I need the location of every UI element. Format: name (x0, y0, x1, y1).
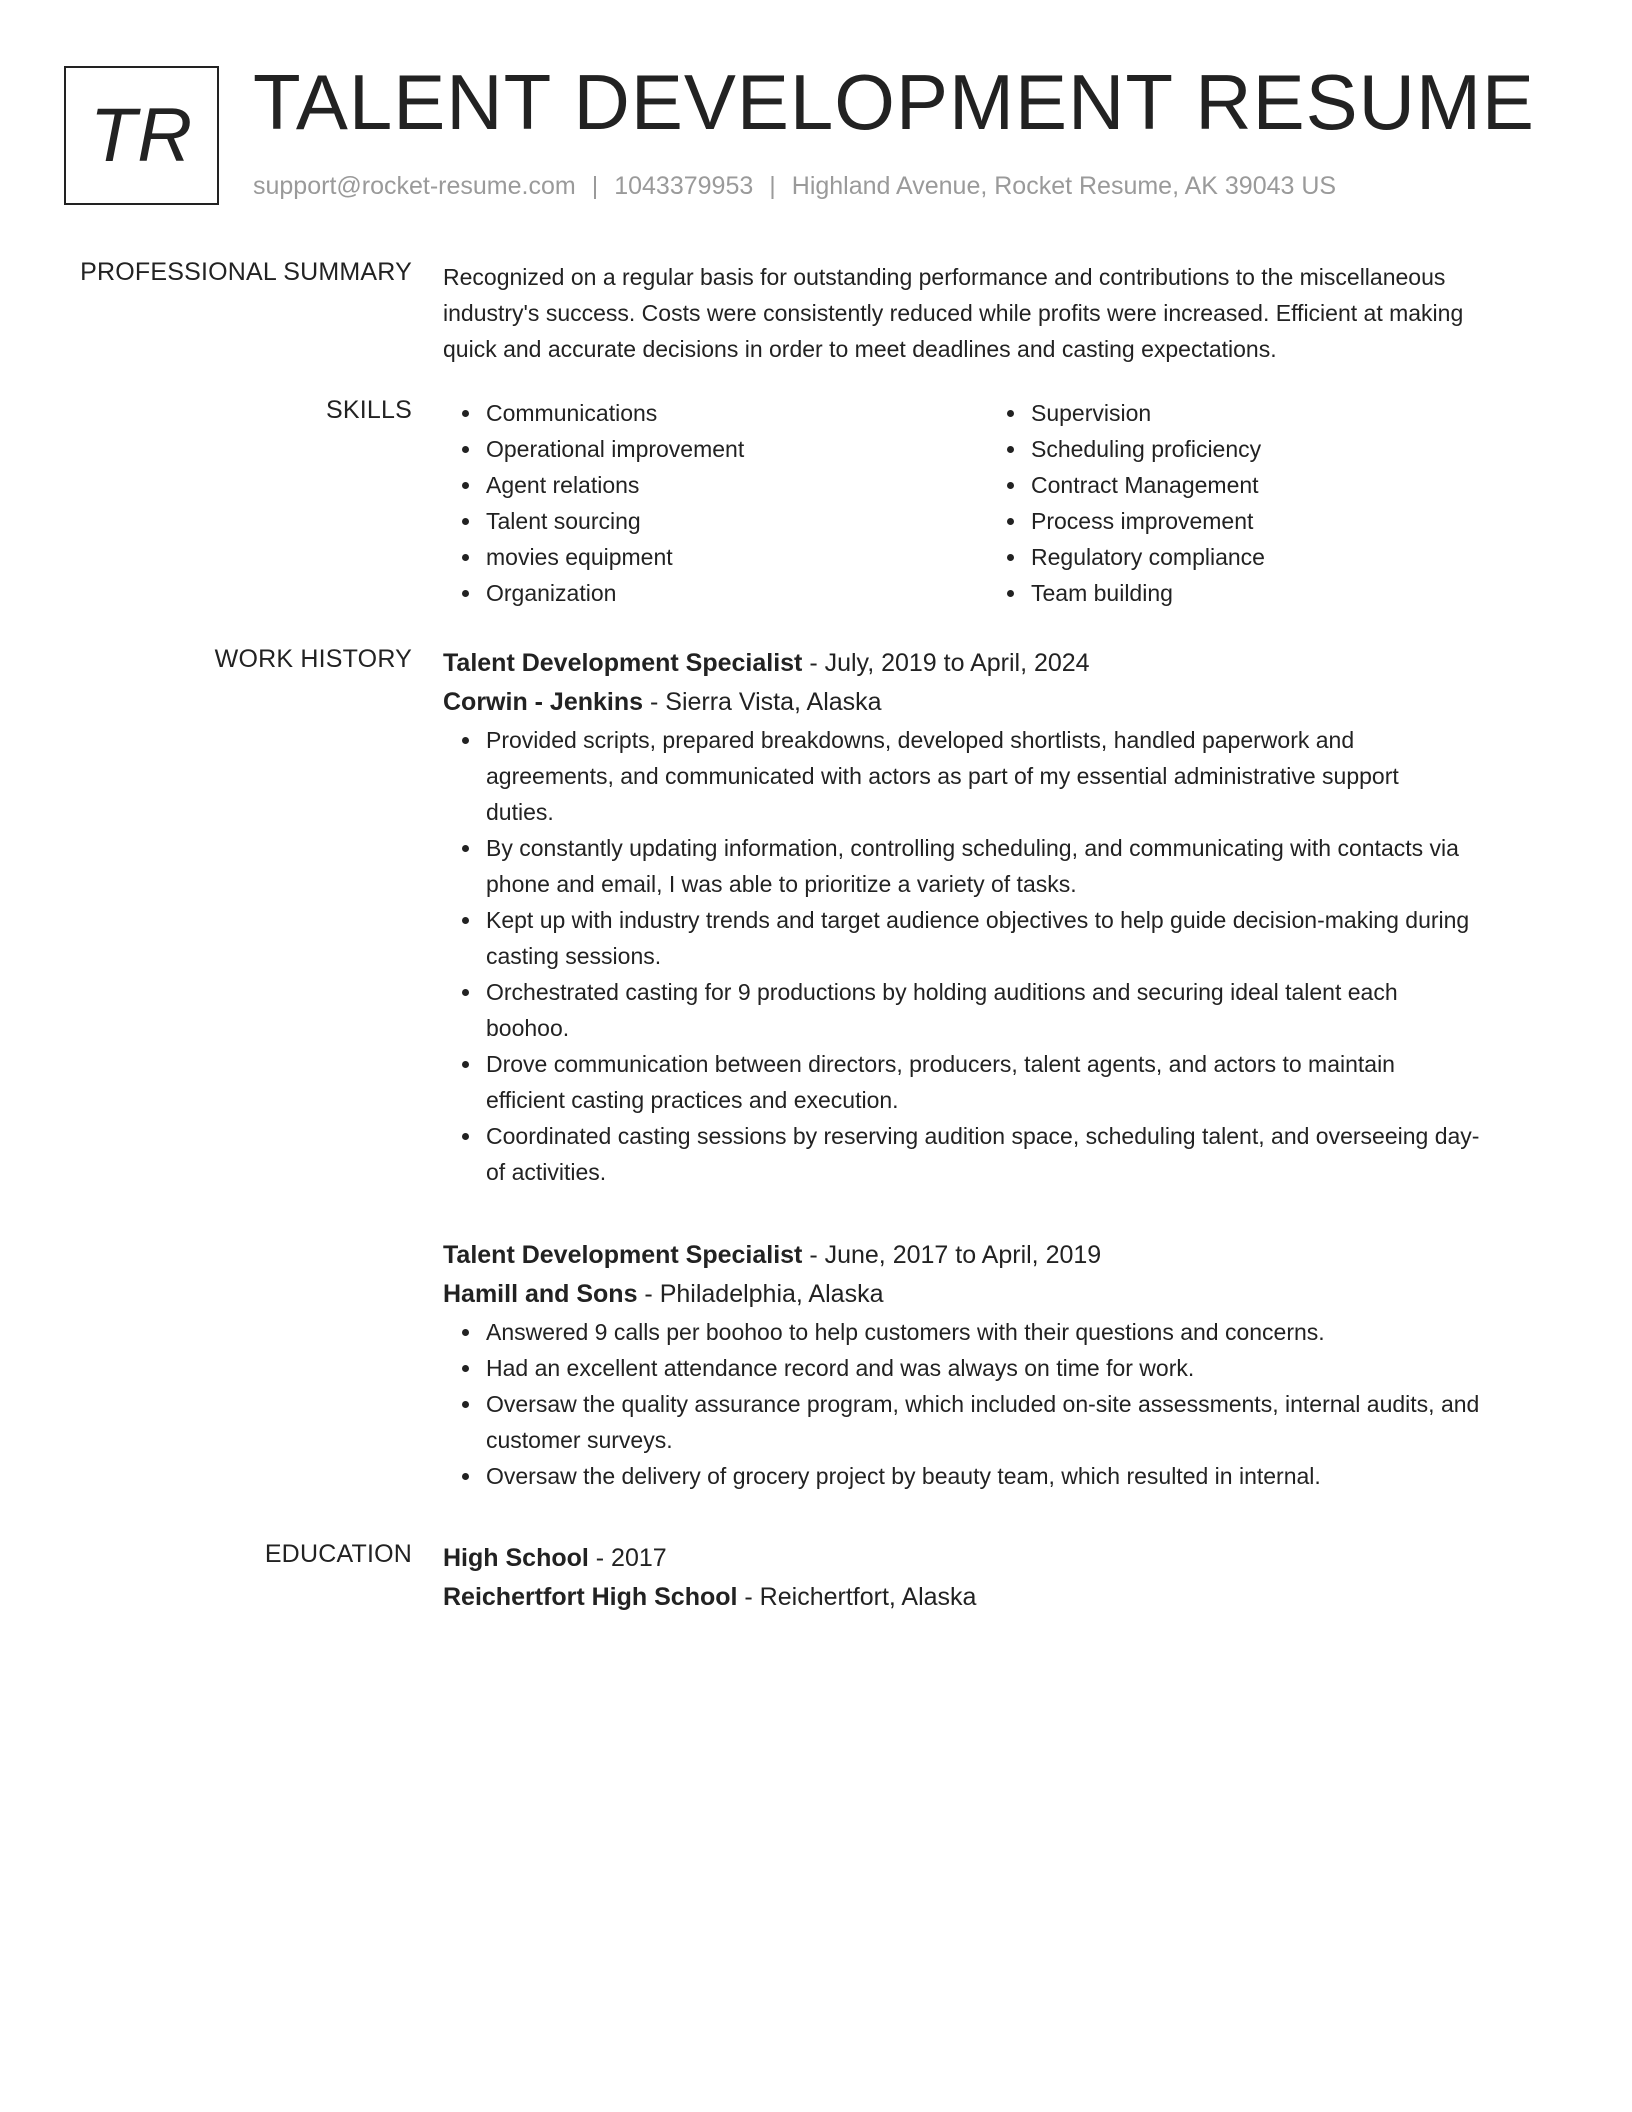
skill-item: Team building (988, 575, 1533, 611)
skills-body (443, 395, 1548, 611)
duty-line: Coordinated casting sessions by reserving audition space, scheduling talent, and overseeing day- (486, 1123, 1480, 1149)
education-degree: High School (443, 1544, 589, 1572)
job-duties (443, 1314, 1548, 1494)
job-title-line (443, 1236, 1548, 1275)
job-duty (443, 1046, 1548, 1118)
skills-list-left (443, 395, 988, 611)
duty-line: customer surveys. (486, 1427, 673, 1453)
job-company: Corwin - Jenkins (443, 688, 644, 716)
duty-line: casting sessions. (486, 943, 662, 969)
monogram-logo: TR (64, 66, 219, 205)
duty-line: boohoo. (486, 1015, 570, 1041)
job-location: - Sierra Vista, Alaska (643, 688, 882, 716)
duty-line: agreements, and communicated with actors as part of my essential administrative support (486, 763, 1399, 789)
job-company: Hamill and Sons (443, 1280, 638, 1308)
duty-line: efficient casting practices and execution. (486, 1087, 899, 1113)
skill-item: Supervision (988, 395, 1533, 431)
duty-line: Oversaw the delivery of grocery project by beauty team, which resulted in internal. (486, 1463, 1321, 1489)
duty-line: Drove communication between directors, producers, talent agents, and actors to maintain (486, 1051, 1395, 1077)
job-duty (443, 1118, 1548, 1190)
job-dates: - June, 2017 to April, 2019 (802, 1241, 1102, 1269)
job-duty (443, 1458, 1548, 1494)
education-body (443, 1539, 1548, 1617)
contact-line (253, 172, 1336, 201)
job-location: - Philadelphia, Alaska (637, 1280, 884, 1308)
duty-line: duties. (486, 799, 554, 825)
contact-separator: | (591, 172, 599, 200)
duty-line: Orchestrated casting for 9 productions by holding auditions and securing ideal talent each (486, 979, 1398, 1005)
job-duties (443, 722, 1548, 1190)
summary-line: industry's success. Costs were consistently reduced while profits were increased. Efficient at making (443, 300, 1464, 326)
duty-line: phone and email, I was able to prioritize a variety of tasks. (486, 871, 1077, 897)
job-duty (443, 1314, 1548, 1350)
summary-body (443, 259, 1548, 367)
job-duty (443, 1386, 1548, 1458)
skill-item: movies equipment (443, 539, 988, 575)
contact-phone: 1043379953 (614, 172, 754, 200)
skills-list-right (988, 395, 1533, 611)
job-duty (443, 830, 1548, 902)
contact-address: Highland Avenue, Rocket Resume, AK 39043 US (791, 172, 1337, 200)
skill-item: Communications (443, 395, 988, 431)
education-school-line (443, 1578, 1548, 1617)
summary-text (443, 259, 1548, 367)
job-company-line (443, 1275, 1548, 1314)
job-company-line (443, 683, 1548, 722)
job-duty (443, 722, 1548, 830)
education-degree-line (443, 1539, 1548, 1578)
job-title-line (443, 644, 1548, 683)
skill-item: Agent relations (443, 467, 988, 503)
skill-item: Scheduling proficiency (988, 431, 1533, 467)
education-heading: EDUCATION (264, 1540, 412, 1568)
contact-email: support@rocket-resume.com (253, 172, 576, 200)
job-duty (443, 902, 1548, 974)
summary-line: Recognized on a regular basis for outstanding performance and contributions to the miscellaneous (443, 264, 1446, 290)
skills-heading: SKILLS (326, 396, 412, 424)
contact-separator: | (769, 172, 776, 200)
duty-line: Provided scripts, prepared breakdowns, developed shortlists, handled paperwork and (486, 727, 1355, 753)
duty-line: Kept up with industry trends and target audience objectives to help guide decision-making during (486, 907, 1470, 933)
work-history-body (443, 644, 1548, 1494)
job-entry (443, 1236, 1548, 1494)
skill-item: Process improvement (988, 503, 1533, 539)
duty-line: Answered 9 calls per boohoo to help customers with their questions and concerns. (486, 1319, 1325, 1345)
job-duty (443, 1350, 1548, 1386)
job-dates: - July, 2019 to April, 2024 (802, 649, 1090, 677)
job-duty (443, 974, 1548, 1046)
education-location: - Reichertfort, Alaska (737, 1583, 977, 1611)
skill-item: Contract Management (988, 467, 1533, 503)
skill-item: Talent sourcing (443, 503, 988, 539)
job-title: Talent Development Specialist (443, 1241, 803, 1269)
duty-line: Had an excellent attendance record and was always on time for work. (486, 1355, 1195, 1381)
education-school: Reichertfort High School (443, 1583, 738, 1611)
duty-line: By constantly updating information, controlling scheduling, and communicating with contacts via (486, 835, 1459, 861)
work-history-heading: WORK HISTORY (214, 645, 412, 673)
skill-item: Regulatory compliance (988, 539, 1533, 575)
job-entry (443, 644, 1548, 1190)
duty-line: Oversaw the quality assurance program, which included on-site assessments, internal audits, and (486, 1391, 1480, 1417)
resume-title: TALENT DEVELOPMENT RESUME (253, 58, 1535, 146)
education-year: - 2017 (588, 1544, 667, 1572)
skill-item: Organization (443, 575, 988, 611)
skill-item: Operational improvement (443, 431, 988, 467)
summary-line: quick and accurate decisions in order to meet deadlines and casting expectations. (443, 336, 1277, 362)
skills-columns (443, 395, 1548, 611)
summary-heading: PROFESSIONAL SUMMARY (80, 258, 412, 286)
job-title: Talent Development Specialist (443, 649, 803, 677)
duty-line: of activities. (486, 1159, 607, 1185)
